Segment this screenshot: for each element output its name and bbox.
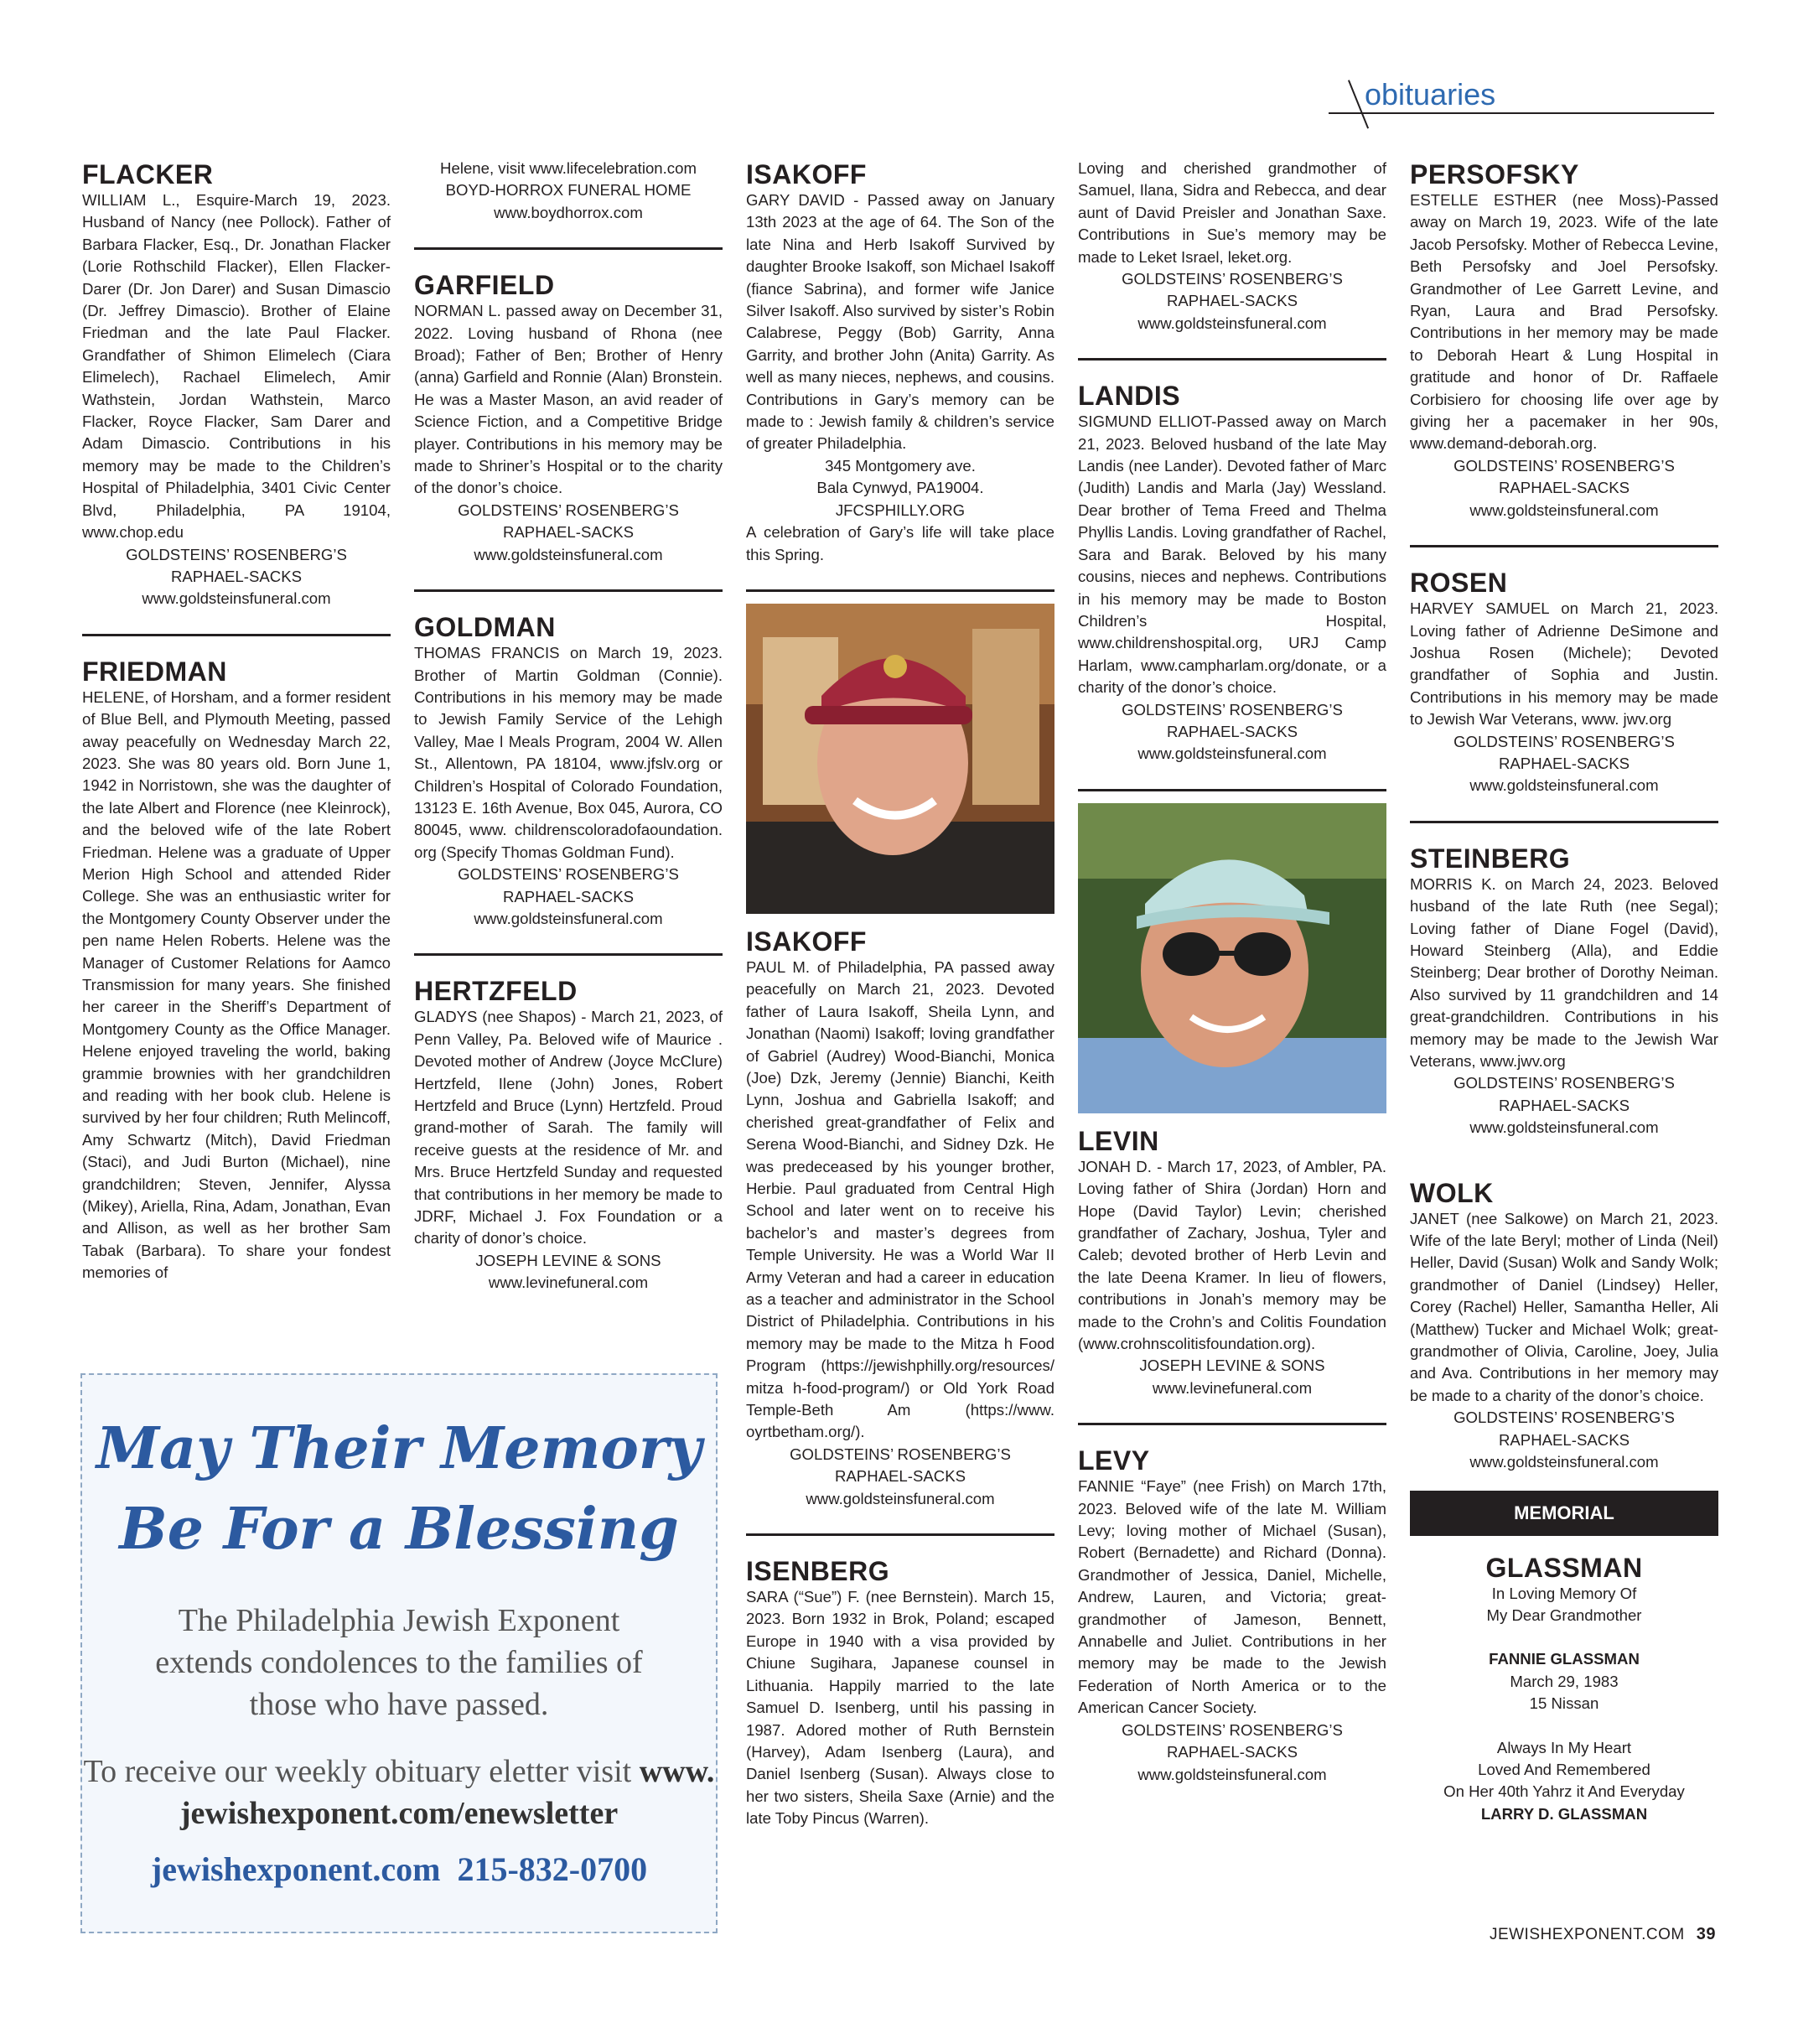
portrait-photo-levin: [1078, 803, 1386, 1118]
spacer: [1410, 1139, 1718, 1178]
column-2: [414, 159, 723, 1294]
section-title: obituaries: [1365, 77, 1496, 112]
funeral-home: RAPHAEL-SACKS: [502, 887, 635, 905]
funeral-web: www.levinefuneral.com: [488, 1274, 649, 1292]
divider: [746, 1533, 1054, 1536]
funeral-home: RAPHAEL-SACKS: [1166, 292, 1298, 310]
obit-note: A celebration of Gary’s life will take place this Spring.: [746, 523, 1054, 563]
funeral-home: RAPHAEL-SACKS: [1166, 722, 1298, 740]
ad-headline: Be For a Blessing: [119, 1496, 679, 1563]
column-4: [1078, 159, 1386, 1786]
memorial-name: GLASSMAN: [1485, 1552, 1643, 1583]
spacer: [1410, 1536, 1718, 1553]
funeral-web: www.goldsteinsfuneral.com: [1137, 1765, 1327, 1783]
obit-name-garfield: GARFIELD: [414, 270, 555, 301]
funeral-home: GOLDSTEINS’ ROSENBERG’S: [458, 501, 679, 519]
condolence-ad: [80, 1373, 718, 1933]
funeral-web: www.levinefuneral.com: [1152, 1378, 1313, 1397]
funeral-home: RAPHAEL-SACKS: [1498, 1096, 1630, 1114]
funeral-home: JOSEPH LEVINE & SONS: [475, 1251, 661, 1269]
memorial-line: My Dear Grandmother: [1486, 1606, 1642, 1624]
funeral-web: www.goldsteinsfuneral.com: [1469, 1118, 1659, 1137]
funeral-home: GOLDSTEINS’ ROSENBERG’S: [1453, 1074, 1675, 1092]
divider: [414, 589, 723, 592]
ad-text: those who have passed.: [249, 1687, 549, 1722]
memorial-line: In Loving Memory Of: [1491, 1584, 1637, 1602]
funeral-web: www.goldsteinsfuneral.com: [1137, 744, 1327, 763]
funeral-web: www.goldsteinsfuneral.com: [1469, 1453, 1659, 1471]
funeral-home: GOLDSTEINS’ ROSENBERG’S: [790, 1445, 1011, 1463]
funeral-home: GOLDSTEINS’ ROSENBERG’S: [1453, 1408, 1675, 1427]
obit-name-goldman: GOLDMAN: [414, 612, 556, 643]
funeral-home: RAPHAEL-SACKS: [834, 1467, 966, 1486]
ad-text-bold: www.: [639, 1754, 715, 1789]
divider: [82, 634, 391, 636]
obit-name-wolk: WOLK: [1410, 1177, 1494, 1208]
page-number: 39: [1696, 1925, 1716, 1943]
ad-website-link[interactable]: jewishexponent.com: [150, 1850, 441, 1888]
funeral-home: BOYD-HORROX FUNERAL HOME: [445, 181, 692, 200]
spacer: [1410, 1715, 1718, 1737]
obit-text-garfield: NORMAN L. passed away on December 31, 2022. Loving husband of Rhona (nee Broad); Father of Ben; Brother of Henry (anna) Garfield and Ronnie (Alan) Bronstein. He was a Master Mason, an avid reader of Science Fiction, and a Competitive Bridge player. Contributions in his memory may be made to Shriner’s Hospital or to the charity of the donor’s choice.: [414, 302, 723, 497]
obit-name-friedman: FRIEDMAN: [82, 656, 227, 687]
memorial-banner: MEMORIAL: [1410, 1491, 1718, 1536]
obit-text-isakoff-paul: PAUL M. of Philadelphia, PA passed away peacefully on March 21, 2023. Devoted father of Laura Isakoff, Sheila Lynn, and Jonathan (Naomi) Isakoff; loving grandfather of Gabriel (Audrey) Wood-Bianchi, Monica (Joe) Dzk, Jeremy (Jennie) Bianchi, Keith Lynn, Joshua and Gabriella Isakoff; and cherished great-grandfather of Felix and Serena Wood-Bianchi, and Sidney Dzk. He was predeceased by his younger brother, Herbie. Paul graduated from Central High School and later went on to receive his bachelor’s and master’s degrees from Temple University. He was a World War II Army Veteran and had a career in education as a teacher and administrator in the School District of Philadelphia. Contributions in his memory may be made to the Mitza h Food Program (https://jewishphilly.org/resources/ mitza h-food-program/) or Old York Road Temple-Beth Am (https://www. oyrtbetham.org/).: [746, 957, 1054, 1441]
ad-text: extends condolences to the families of: [155, 1645, 643, 1680]
column-1: [82, 159, 391, 1284]
obit-name-levy: LEVY: [1078, 1445, 1150, 1476]
funeral-web: www.goldsteinsfuneral.com: [806, 1489, 995, 1507]
ad-phone: 215-832-0700: [457, 1850, 648, 1888]
funeral-home: RAPHAEL-SACKS: [502, 523, 635, 542]
divider: [414, 953, 723, 956]
page-footer: [1490, 1925, 1716, 1944]
header-rule: [1329, 112, 1714, 114]
obit-text-hertzfeld: GLADYS (nee Shapos) - March 21, 2023, of Penn Valley, Pa. Beloved wife of Maurice . Devoted mother of Andrew (Joyce McClure) Hertzfeld, Ilene (John) Jones, Robert Hertzfeld and Bruce (Lynn) Hertzfeld. Proud grand-mother of Sarah. The family will receive guests at the residence of Mr. and Mrs. Bruce Hertzfeld Sunday and requested that contributions in her memory be made to JDRF, Michael J. Fox Foundation or a charity of donor’s choice.: [414, 1008, 723, 1248]
obit-continued: Loving and cherished grandmother of Samuel, Ilana, Sidra and Rebecca, and dear aunt of David Preisler and Jonathan Saxe. Contributions in Sue’s memory may be made to Leket Israel, leket.org.: [1078, 159, 1386, 266]
memorial-date: March 29, 1983: [1510, 1672, 1619, 1690]
funeral-home: RAPHAEL-SACKS: [1498, 479, 1630, 497]
spacer: [1410, 1626, 1718, 1648]
portrait-photo-isakoff: [746, 604, 1054, 918]
obit-name-flacker: FLACKER: [82, 159, 214, 189]
funeral-web: www.goldsteinsfuneral.com: [474, 545, 663, 563]
obit-name-hertzfeld: HERTZFELD: [414, 976, 578, 1007]
obit-name-rosen: ROSEN: [1410, 568, 1508, 599]
divider: [746, 589, 1054, 592]
newsletter-link[interactable]: jewishexponent.com/enewsletter: [179, 1796, 619, 1831]
divider: [414, 247, 723, 250]
obit-text-isakoff-gary: GARY DAVID - Passed away on January 13th 2023 at the age of 64. The Son of the late Nina and Herb Isakoff Survived by daughter Brooke Isakoff, son Michael Isakoff (fiance Sabrina), and former wife Janice Silver Isakoff. Also survived by sister’s Robin Calabrese, Peggy (Bob) Garrity, Anna Garrity, and brother John (Anita) Garrity. As well as many nieces, nephews, and cousins. Contributions in Gary’s memory can be made to : Jewish family & children’s service of greater Philadelphia.: [746, 191, 1054, 453]
funeral-home: RAPHAEL-SACKS: [170, 567, 303, 585]
obit-continued: Helene, visit www.lifecelebration.com: [440, 159, 697, 177]
ad-text-part: To receive our weekly obituary eletter visit: [83, 1754, 632, 1789]
ad-text: [82, 1751, 716, 1792]
obit-name-isenberg: ISENBERG: [746, 1556, 890, 1587]
funeral-home: GOLDSTEINS’ ROSENBERG’S: [1453, 732, 1675, 750]
memorial-honoree: FANNIE GLASSMAN: [1489, 1650, 1640, 1668]
funeral-web: www.boydhorrox.com: [494, 203, 643, 221]
obit-name-levin: LEVIN: [1078, 1125, 1159, 1156]
memorial-hebrew-date: 15 Nissan: [1529, 1694, 1599, 1713]
divider: [1410, 545, 1718, 547]
obit-text-levin: JONAH D. - March 17, 2023, of Ambler, PA. Loving father of Shira (Jordan) Horn and Hope (David Taylor) Levin; cherished grandfather of Zachary, Joshua, Tyler and Caleb; devoted brother of Herb Levin and the late Deena Kramer. In lieu of flowers, contributions in Jonah’s memory may be made to the Crohn’s and Colitis Foundation (www.crohnscolitisfoundation.org).: [1078, 1157, 1386, 1352]
memorial-line: On Her 40th Yahrz it And Everyday: [1443, 1782, 1685, 1801]
funeral-web: www.goldsteinsfuneral.com: [1137, 314, 1327, 332]
obit-text-friedman: HELENE, of Horsham, and a former resident of Blue Bell, and Plymouth Meeting, passed away peacefully on Wednesday March 22, 2023. She was 80 years old. Born June 1, 1942 in Norristown, she was the daughter of the late Albert and Florence (nee Kleinrock), and the beloved wife of the late Robert Friedman. Helene was a graduate of Upper Merion High School and attended Rider College. She was an enthusiastic writer for the Montgomery County Observer under the pen name Helen Roberts. Helene was the Manager of Customer Relations for Aamco Transmission for many years. She finished her career in the Sheriff’s Department of Montgomery County as the Office Manager. Helene enjoyed traveling the world, baking grammie brownies with her grandchildren and reading with her book club. Helene is survived by her four children; Ruth Melincoff, Amy Schwartz (Mitch), David Friedman (Staci), and Judi Burton (Michael), nine grandchildren; Steven, Jennifer, Alyssa (Mikey), Ariella, Rina, Adam, Jonathan, Evan and Allison, as well as her brother Sam Tabak (Barbara). To share your fondest memories of: [82, 687, 391, 1282]
funeral-home: GOLDSTEINS’ ROSENBERG’S: [1122, 700, 1343, 719]
funeral-web: www.goldsteinsfuneral.com: [1469, 776, 1659, 795]
address: Bala Cynwyd, PA19004.: [816, 479, 984, 497]
funeral-home: GOLDSTEINS’ ROSENBERG’S: [126, 545, 347, 563]
obit-text-flacker: WILLIAM L., Esquire-March 19, 2023. Husband of Nancy (nee Pollock). Father of Barbara Flacker, Esq., Dr. Jonathan Flacker (Lorie Rothschild Flacker), Ellen Flacker-Darer (Dr. Jon Darer) and Susan Dimascio (Dr. Jeffrey Dimascio). Brother of Elaine Friedman and the late Paul Flacker. Grandfather of Shimon Elimelech (Ciara Elimelech), Rachael Elimelech, Amir Wathstein, Jordan Wathstein, Marco Flacker, Royce Flacker, Sam Darer and Adam Dimascio. Contributions in his memory may be made to the Children’s Hospital of Philadelphia, 3401 Civic Center Blvd, Philadelphia, PA 19104, www.chop.edu: [82, 191, 391, 542]
footer-site: JEWISHEXPONENT.COM: [1489, 1926, 1685, 1943]
ad-contact: [82, 1849, 716, 1889]
memorial-line: Always In My Heart: [1496, 1738, 1632, 1756]
obit-text-rosen: HARVEY SAMUEL on March 21, 2023. Loving father of Adrienne DeSimone and Joshua Rosen (Michele); Devoted grandfather of Sophia and Justin. Contributions in his memory may be made to Jewish War Veterans, www. jwv.org: [1410, 599, 1718, 729]
divider: [1078, 1423, 1386, 1425]
ad-headline: May Their Memory: [96, 1415, 702, 1482]
funeral-home: GOLDSTEINS’ ROSENBERG’S: [458, 865, 679, 884]
funeral-web: www.goldsteinsfuneral.com: [142, 589, 331, 608]
column-5: [1410, 159, 1718, 1825]
ad-text: The Philadelphia Jewish Exponent: [178, 1603, 620, 1638]
funeral-home: RAPHAEL-SACKS: [1166, 1743, 1298, 1761]
divider: [1078, 358, 1386, 361]
funeral-home: JOSEPH LEVINE & SONS: [1139, 1357, 1325, 1375]
funeral-home: GOLDSTEINS’ ROSENBERG’S: [1122, 1720, 1343, 1739]
address: 345 Montgomery ave.: [825, 456, 976, 475]
obit-text-isenberg: SARA (“Sue”) F. (nee Bernstein). March 15, 2023. Born 1932 in Brok, Poland; escaped Europe in 1940 with a visa provided by Chiune Sugihara, Japanese counsel in Lithuania. Happily married to the late Samuel D. Isenberg, until his passing in 1987. Adored mother of Ruth Bernstein (Harvey), Adam Isenberg (Laura), and Daniel Isenberg (Susan). Always close to her two sisters, Sheila Saxe (Arnie) and the late Toby Pincus (Warren).: [746, 1588, 1054, 1828]
obit-name-isakoff-gary: ISAKOFF: [746, 159, 867, 189]
memorial-signature: LARRY D. GLASSMAN: [1480, 1804, 1648, 1823]
funeral-home: GOLDSTEINS’ ROSENBERG’S: [1453, 456, 1675, 475]
funeral-home: RAPHAEL-SACKS: [1498, 754, 1630, 772]
obit-name-persofsky: PERSOFSKY: [1410, 159, 1579, 189]
obit-name-isakoff-paul: ISAKOFF: [746, 926, 867, 957]
obit-text-landis: SIGMUND ELLIOT-Passed away on March 21, 2023. Beloved husband of the late May Landis (nee Lander). Devoted father of Marc (Judith) Landis and Marla (Jay) Wessland. Dear brother of Tema Freed and Thelma Phyllis Landis. Loving grandfather of Rachel, Sara and Barak. Beloved by his many cousins, nieces and nephews. Contributions in his memory may be made to Boston Children’s Hospital, www.childrenshospital.org, URJ Camp Harlam, www.campharlam.org/donate, or a charity of the donor’s choice.: [1078, 412, 1386, 697]
address: JFCSPHILLY.ORG: [835, 501, 966, 519]
funeral-home: RAPHAEL-SACKS: [1498, 1430, 1630, 1449]
divider: [1410, 821, 1718, 823]
divider: [1078, 789, 1386, 791]
obit-text-steinberg: MORRIS K. on March 24, 2023. Beloved husband of the late Ruth (nee Segal); Loving father of Diane Fogel (David), Howard Steinberg (Alla), and Eddie Steinberg; Dear brother of Dorothy Neiman. Also survived by 11 grandchildren and 14 great-grandchildren. Contributions in his memory may be made to the Jewish War Veterans, www.jwv.org: [1410, 874, 1718, 1070]
column-3: [746, 159, 1054, 1830]
spacer: [1410, 1474, 1718, 1487]
obit-text-goldman: THOMAS FRANCIS on March 19, 2023. Brother of Martin Goldman (Connie). Contributions in his memory may be made to Jewish Family Service of the Lehigh Valley, Mae l Meals Program, 2004 W. Allen St., Allentown, PA 18104, www.jfslv.org or Children’s Hospital of Colorado Foundation, 13123 E. 16th Avenue, Box 045, Aurora, CO 80045, www. childrenscoloradofaoundation. org (Specify Thomas Goldman Fund).: [414, 644, 723, 861]
obit-text-levy: FANNIE “Faye” (nee Frish) on March 17th, 2023. Beloved wife of the late M. William Levy; loving mother of Michael (Susan), Robert (Bernadette) and Richard (Donna). Grandmother of Jessica, Daniel, Michelle, Andrew, Lauren, and Victoria; great-grandmother of Jameson, Bennett, Annabelle and Juliet. Contributions in her memory may be made to the Jewish Federation of North America or to the American Cancer Society.: [1078, 1477, 1386, 1717]
obit-name-landis: LANDIS: [1078, 381, 1181, 412]
funeral-web: www.goldsteinsfuneral.com: [474, 909, 663, 927]
funeral-home: GOLDSTEINS’ ROSENBERG’S: [1122, 270, 1343, 288]
obit-text-persofsky: ESTELLE ESTHER (nee Moss)-Passed away on March 19, 2023. Wife of the late Jacob Persofsky. Mother of Rebecca Levine, Beth Persofsky and Joel Persofsky. Grandmother of Lee Garrett Levine, and Ryan, Laura and Brad Persofsky. Contributions in her memory may be made to Deborah Heart & Lung Hospital in gratitude and honor of Dr. Raffaele Corbisiero for choosing life over age by giving her a pacemaker in her 90s, www.demand-deborah.org.: [1410, 191, 1718, 453]
obit-name-steinberg: STEINBERG: [1410, 843, 1571, 874]
obit-text-wolk: JANET (nee Salkowe) on March 21, 2023. Wife of the late Beryl; mother of Linda (Neil) Heller, David (Susan) Wolk and Sandy Wolk; grandmother of Daniel (Lindsey) Heller, Corey (Rachel) Heller, Samantha Heller, Ali (Matthew) Tucker and Michael Wolk; great-grandmother of Olivia, Caroline, Joey, Julia and Ava. Contributions in her memory may be made to a charity of the donor’s choice.: [1410, 1209, 1718, 1404]
memorial-line: Loved And Remembered: [1478, 1760, 1650, 1778]
funeral-web: www.goldsteinsfuneral.com: [1469, 501, 1659, 519]
